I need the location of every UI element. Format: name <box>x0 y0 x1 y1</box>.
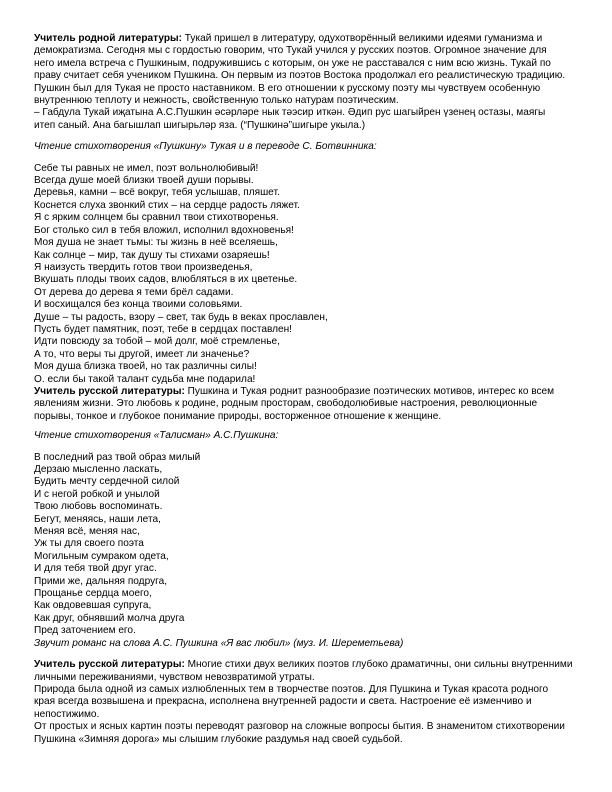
paragraph-line: Природа была одной из самых излюбленных тем в творчестве поэтов. Для Пушкина и Тукая красота родного <box>34 683 549 695</box>
poem-line: В последний раз твой образ милый <box>34 451 201 463</box>
poem-line: Идти повсюду за тобой – мой долг, моё стремленье, <box>34 336 280 348</box>
romance-caption: Звучит романс на слова А.С. Пушкина «Я вас любил» (муз. И. Шереметьева) <box>34 637 404 649</box>
paragraph-line: порывы, тонкое и глубокое понимание природы, восторженное отношение к женщине. <box>34 410 442 422</box>
poem-line: Пусть будет памятник, поэт, тебе в сердцах поставлен! <box>34 323 292 335</box>
poem-line: Коснется слуха звонкий стих – на сердце радость ляжет. <box>34 199 300 211</box>
speaker-label: Учитель русской литературы: <box>34 385 185 397</box>
paragraph-line: демократизма. Сегодня мы с гордостью говорим, что Тукай учился у русских поэтов. Огромное значение для <box>34 45 547 57</box>
paragraph-line: Учитель родной литературы: Тукай пришел в литературу, одухотворённый великими идеями гуманизма и <box>34 33 543 44</box>
poem-line: Как друг, обнявший молча друга <box>34 612 185 624</box>
poem-line: Я с ярким солнцем бы сравнил твои стихотворенья. <box>34 212 279 224</box>
poem-line: Я наизусть твердить готов твои произведенья, <box>34 261 253 273</box>
paragraph-line: итеп саный. Ана багышлап шигырьләр яза. (“Пушкинә”шигыре укыла.) <box>34 119 366 131</box>
teacher-native-paragraph <box>34 33 582 132</box>
poem-line: И восхищался без конца твоими соловьями. <box>34 299 243 311</box>
poem-line: Вкушать плоды твоих садов, влюбляться в их цветенье. <box>34 274 298 286</box>
poem-line: Себе ты равных не имел, поэт вольнолюбивый! <box>34 162 259 174</box>
poem-line: О. если бы такой талант судьба мне подарила! <box>34 373 256 385</box>
speaker-label: Учитель родной литературы: <box>34 33 182 44</box>
paragraph-line: края всегда возвышена и прекрасна, исполнена внутренней радости и света. Настроение её изменчиво и <box>34 696 532 708</box>
poem-line: Как солнце – мир, так душу ты стихами озаряешь! <box>34 249 270 261</box>
paragraph-line: личными переживаниями, чувством невозвратимой утраты. <box>34 671 315 683</box>
paragraph-line: Пушкина «Зимняя дорога» мы слышим глубокие раздумья над своей судьбой. <box>34 733 403 745</box>
poem-line: От дерева до дерева я теми брёл садами. <box>34 286 234 298</box>
poem-line: Уж ты для своего поэта <box>34 538 144 550</box>
poem-line: Моя душа не знает тьмы: ты жизнь в неё вселяешь, <box>34 237 278 249</box>
poem-to-pushkin <box>34 163 582 386</box>
poem-line: Твою любовь воспоминать. <box>34 501 163 513</box>
teacher-russian-paragraph <box>34 386 582 423</box>
poem-line: Дерзаю мысленно ласкать, <box>34 464 163 475</box>
paragraph-line: него имела встреча с Пушкиным, подружившись с которым, он уже не расставался с ним всю жизнь. Тукай по <box>34 57 551 69</box>
paragraph-line: внутреннюю теплоту и нежность, свойственную только натурам поэтическим. <box>34 95 399 107</box>
poem-line: Будить мечту сердечной силой <box>34 476 180 488</box>
poem-line: Бегут, меняясь, наши лета, <box>34 513 161 525</box>
poem-line: Как овдовевшая супруга, <box>34 600 152 612</box>
paragraph-line: Пушкин был для Тукая не просто наставником. В его отношении к русскому поэту мы чувствуем особенную <box>34 82 541 94</box>
paragraph-line: явлениям жизни. Это любовь к родине, родным просторам, свободолюбивые настроения, революционные <box>34 398 538 410</box>
poem-line: А то, что веры ты другой, имеет ли значенье? <box>34 348 250 360</box>
paragraph-line: непостижимо. <box>34 708 100 720</box>
speaker-label: Учитель русской литературы: <box>34 659 185 671</box>
poem-line: И с негой робкой и унылой <box>34 488 160 500</box>
reading-caption-tukay: Чтение стихотворения «Пушкину» Тукая и в переводе С. Ботвинника: <box>34 141 377 153</box>
poem-line: Меняя всё, меняя нас, <box>34 526 140 538</box>
paragraph-line: Учитель русской литературы: Пушкина и Тукая роднит разнообразие поэтических мотивов, интерес ко всем <box>34 385 555 397</box>
poem-line: Прими же, дальняя подруга, <box>34 575 167 587</box>
paragraph-line: – Габдула Тукай иҗатына А.С.Пушкин әсәрләре нык тәэсир иткән. Әдип рус шагыйрен үзенең остазы, маягы <box>34 107 546 119</box>
paragraph-line: Учитель русской литературы: Многие стихи двух великих поэтов глубоко драматичны, они сильны внутренними <box>34 659 573 671</box>
paragraph-line: праву считает себя учеником Пушкина. Он первым из поэтов Востока продолжал его реалистическую традицию. <box>34 70 566 82</box>
document-page <box>34 33 582 746</box>
reading-caption-talisman: Чтение стихотворения «Талисман» А.С.Пушкина: <box>34 430 279 442</box>
poem-line: И для тебя твой друг угас. <box>34 563 157 575</box>
poem-line: Всегда душе моей близки твоей души порывы. <box>34 175 254 187</box>
poem-talisman <box>34 452 582 638</box>
poem-line: Бог столько сил в тебя вложил, исполнил вдохновенья! <box>34 224 294 236</box>
poem-line: Пред заточением его. <box>34 625 136 637</box>
poem-line: Прощанье сердца моего, <box>34 588 152 600</box>
poem-line: Душе – ты радость, взору – свет, так будь в веках прославлен, <box>34 311 328 323</box>
poem-line: Деревья, камни – всё вокруг, тебя услышав, пляшет. <box>34 187 280 199</box>
poem-line: Моя душа близка твоей, но так различны силы! <box>34 361 257 373</box>
paragraph-line: От простых и ясных картин поэты переводят разговор на сложные вопросы бытия. В знаменитом стихотворении <box>34 721 565 733</box>
teacher-russian-paragraph-2 <box>34 659 582 746</box>
poem-line: Могильным сумраком одета, <box>34 550 169 562</box>
